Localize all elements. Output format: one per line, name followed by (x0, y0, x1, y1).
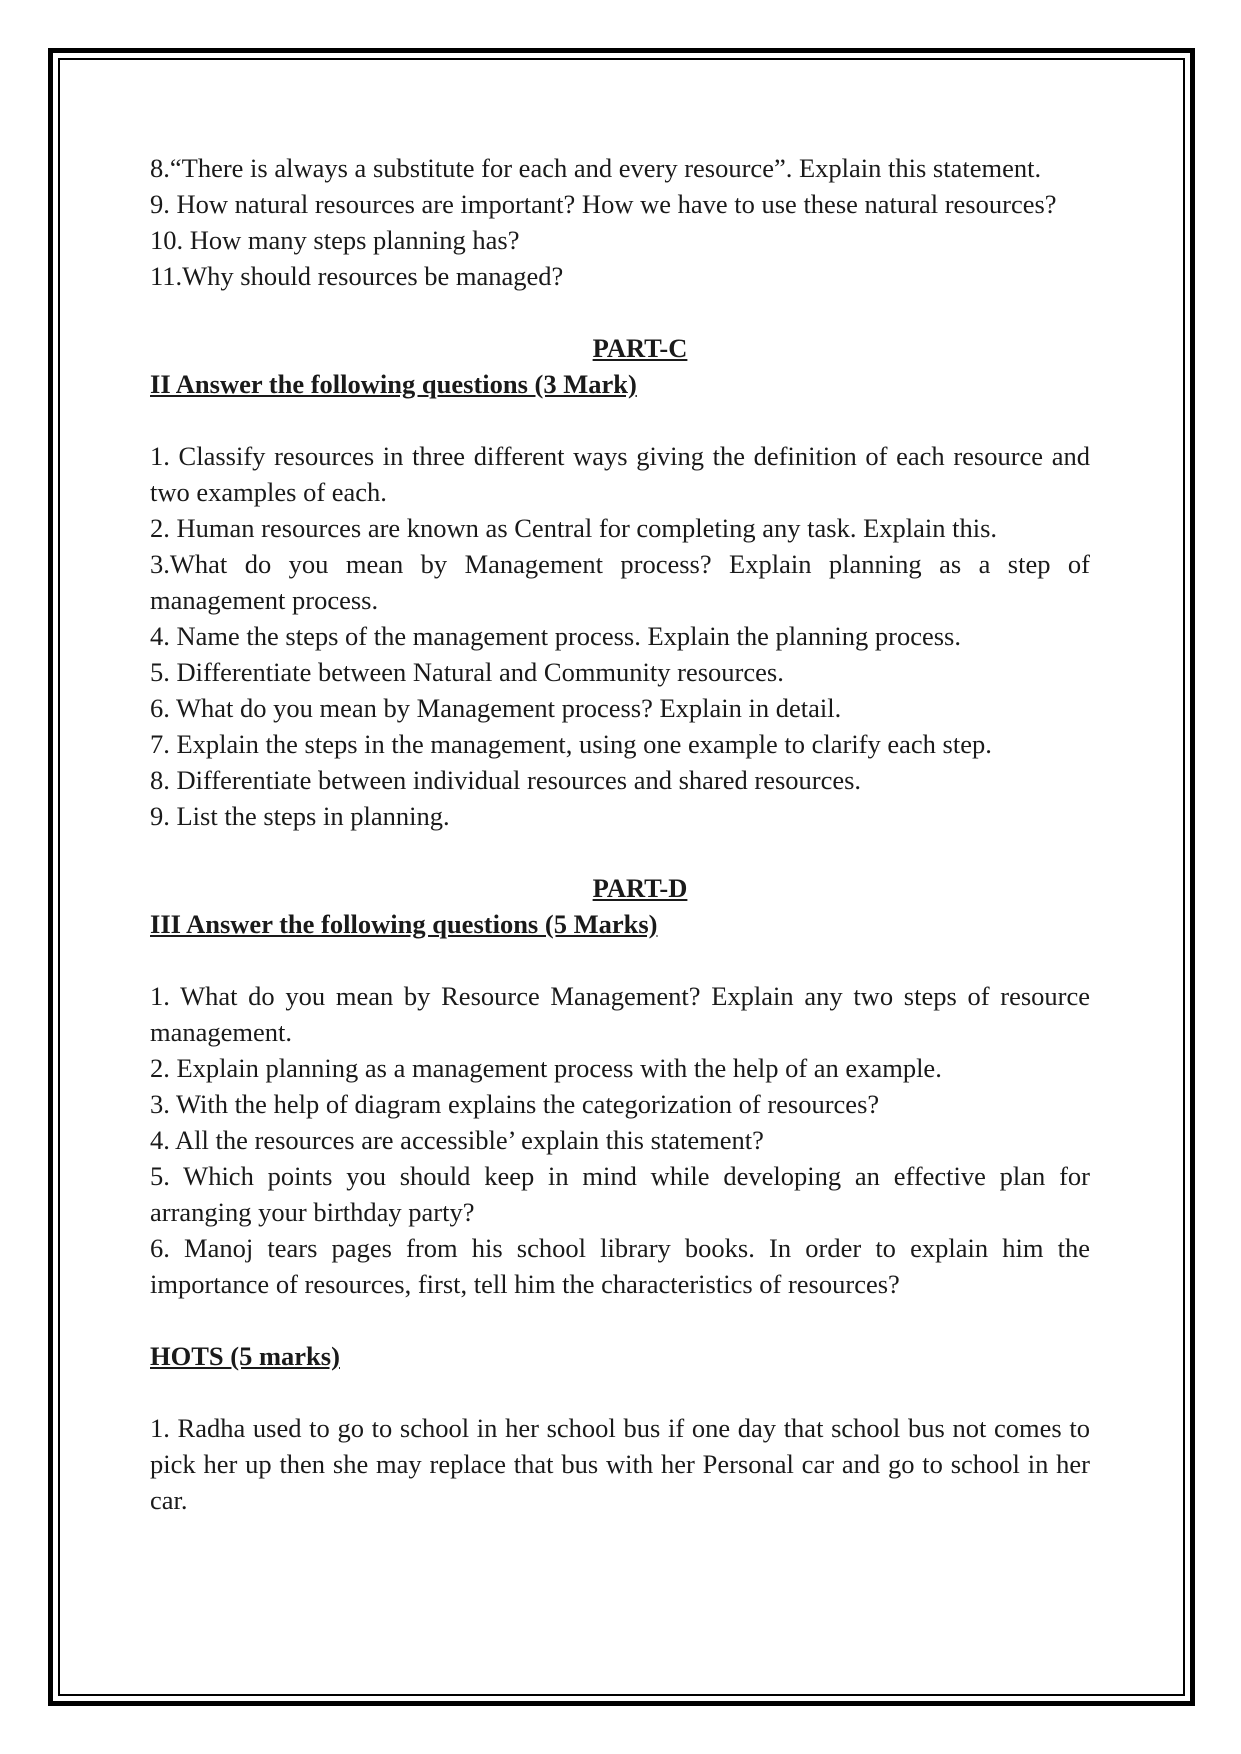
question-d-6: 6. Manoj tears pages from his school library books. In order to explain him the importance of resources, first, tell him the characteristics of resources? (150, 1233, 1090, 1299)
question-b-11: 11.Why should resources be managed? (150, 261, 564, 291)
question-d-5: 5. Which points you should keep in mind while developing an effective plan for arranging your birthday party? (150, 1161, 1090, 1227)
question-b-8: 8.“There is always a substitute for each and every resource”. Explain this statement. (150, 153, 1042, 183)
question-c-5: 5. Differentiate between Natural and Community resources. (150, 657, 784, 687)
question-b-9: 9. How natural resources are important? How we have to use these natural resources? (150, 189, 1057, 219)
question-c-9: 9. List the steps in planning. (150, 801, 450, 831)
question-c-1: 1. Classify resources in three different ways giving the definition of each resource and two examples of each. (150, 441, 1090, 507)
part-c-title: PART-C (592, 333, 688, 363)
question-d-2: 2. Explain planning as a management process with the help of an example. (150, 1053, 942, 1083)
question-c-8: 8. Differentiate between individual resources and shared resources. (150, 765, 862, 795)
question-d-4: 4. All the resources are accessible’ explain this statement? (150, 1125, 764, 1155)
question-c-7: 7. Explain the steps in the management, using one example to clarify each step. (150, 729, 992, 759)
hots-heading: HOTS (5 marks) (150, 1341, 340, 1371)
part-d-heading: III Answer the following questions (5 Marks) (150, 909, 658, 939)
question-c-6: 6. What do you mean by Management process? Explain in detail. (150, 693, 842, 723)
question-c-2: 2. Human resources are known as Central for completing any task. Explain this. (150, 513, 998, 543)
question-c-3: 3.What do you mean by Management process? Explain planning as a step of management process. (150, 549, 1090, 615)
part-c-section (150, 330, 1090, 834)
question-c-4: 4. Name the steps of the management process. Explain the planning process. (150, 621, 961, 651)
question-d-3: 3. With the help of diagram explains the categorization of resources? (150, 1089, 880, 1119)
question-b-10: 10. How many steps planning has? (150, 225, 520, 255)
question-d-1: 1. What do you mean by Resource Management? Explain any two steps of resource management. (150, 981, 1090, 1047)
part-b-continuation (150, 150, 1090, 294)
document-body (150, 150, 1090, 1518)
hots-section (150, 1338, 1090, 1518)
part-d-section (150, 870, 1090, 1302)
part-d-title: PART-D (592, 873, 688, 903)
part-c-heading: II Answer the following questions (3 Mark) (150, 369, 637, 399)
question-hots-1: 1. Radha used to go to school in her school bus if one day that school bus not comes to pick her up then she may replace that bus with her Personal car and go to school in her car. (150, 1413, 1090, 1515)
